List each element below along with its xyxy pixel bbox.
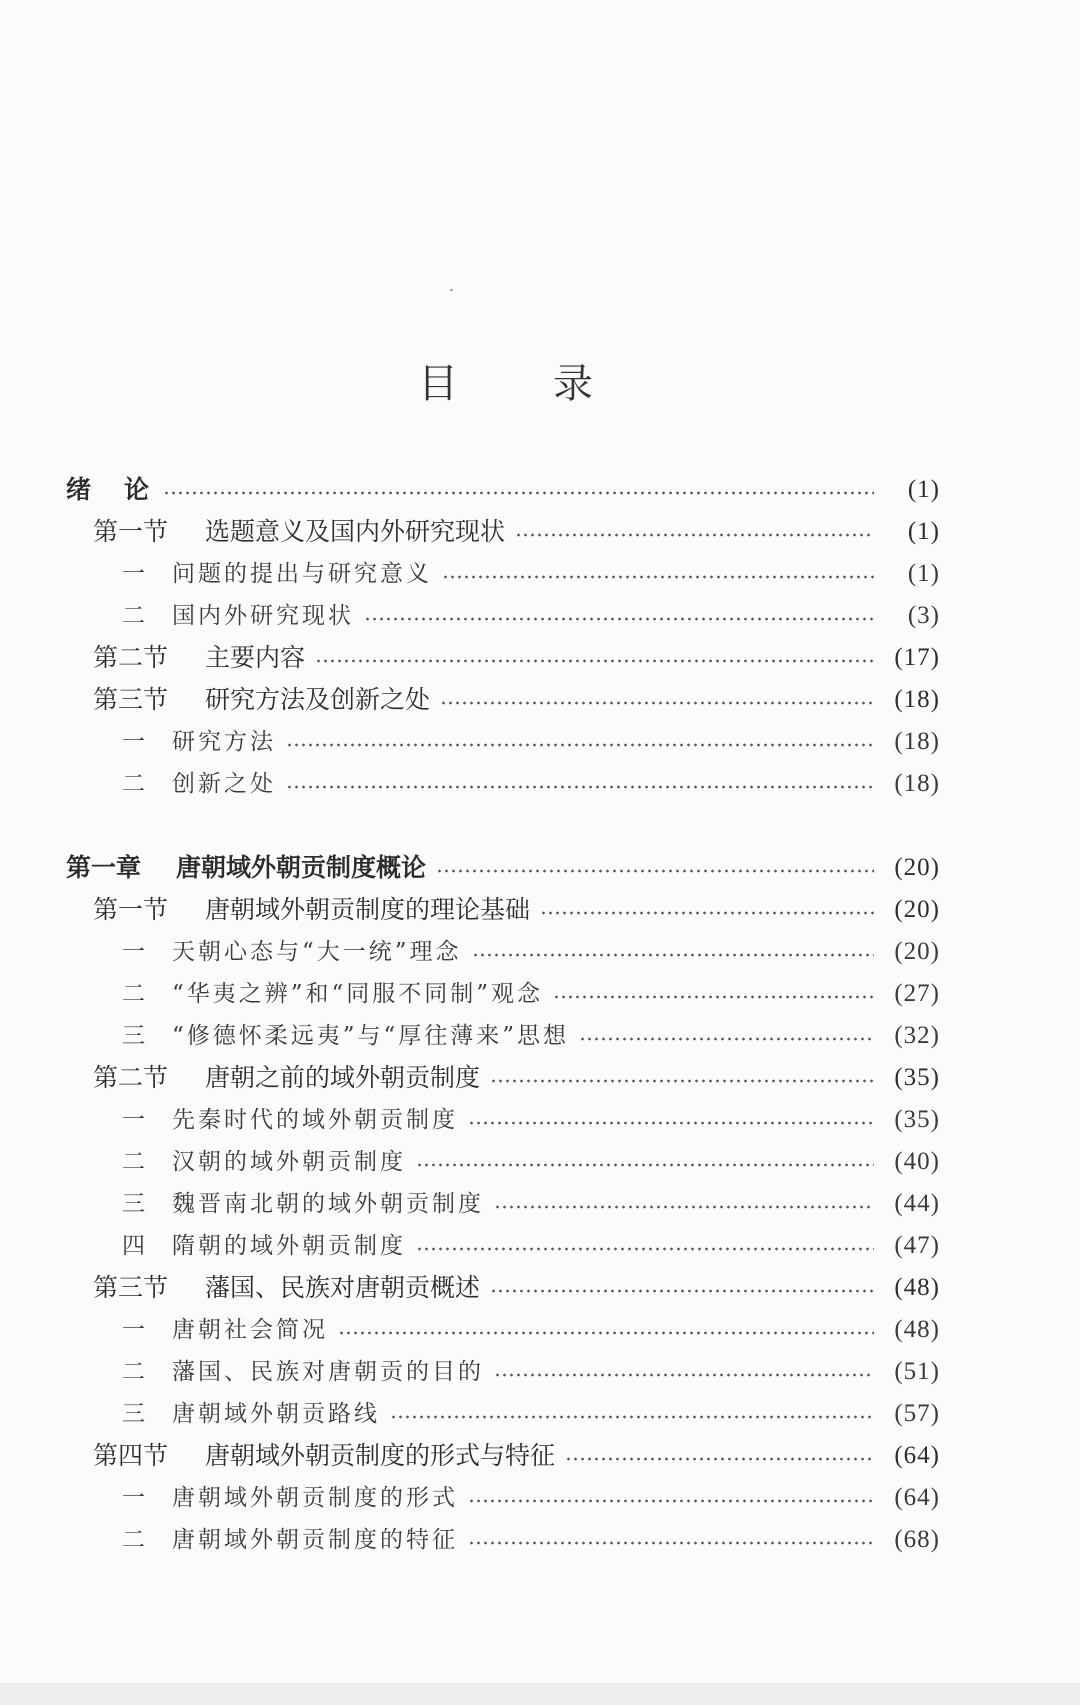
dot-leader (579, 1037, 874, 1041)
dot-leader (490, 1079, 874, 1083)
toc-entry-title: 汉朝的域外朝贡制度 (172, 1149, 406, 1175)
toc-entry-title: 研究方法 (172, 729, 276, 755)
toc-entry-prefix: 第二节 (93, 643, 169, 672)
toc-entry-item (122, 722, 940, 762)
toc-page-number: (64) (894, 1484, 940, 1511)
toc-entry-section (93, 1436, 940, 1476)
toc-entry-label (122, 1310, 338, 1350)
toc-entry-prefix: 第三节 (93, 685, 169, 714)
dot-leader (468, 1499, 874, 1503)
toc-page-number: (57) (894, 1400, 940, 1427)
toc-entry-item (122, 1016, 940, 1056)
toc-entry-item (122, 1352, 940, 1392)
dot-leader (515, 533, 874, 537)
toc-entry-item (122, 764, 940, 804)
toc-entry-title: 唐朝域外朝贡路线 (172, 1401, 380, 1427)
dot-leader (490, 1289, 874, 1293)
toc-entry-title: 魏晋南北朝的域外朝贡制度 (172, 1191, 484, 1217)
toc-entry-label (122, 1100, 468, 1140)
toc-entry-prefix: 第一节 (93, 517, 169, 546)
toc-entry-chapter (66, 848, 940, 888)
toc-page-number: (20) (894, 896, 940, 923)
print-speck (450, 289, 453, 291)
toc-page-number: (44) (894, 1190, 940, 1217)
toc-page-number: (18) (894, 686, 940, 713)
toc-entry-prefix: 一 (122, 561, 148, 587)
toc-entry-item (122, 974, 940, 1014)
toc-entry-prefix: 绪 论 (66, 475, 154, 504)
toc-entry-title: 研究方法及创新之处 (205, 685, 431, 714)
toc-entry-item (122, 1100, 940, 1140)
toc-page-number: (27) (894, 980, 940, 1007)
toc-entry-prefix: 第三节 (93, 1273, 169, 1302)
toc-page-number: (35) (894, 1106, 940, 1133)
toc-entry-prefix: 一 (122, 939, 148, 965)
toc-entry-prefix: 三 (122, 1191, 148, 1217)
toc-entry-title: 唐朝域外朝贡制度的特征 (172, 1527, 458, 1553)
toc-entry-prefix: 一 (122, 729, 148, 755)
toc-page-number: (18) (894, 770, 940, 797)
toc-entry-title: 天朝心态与“大一统”理念 (172, 939, 462, 965)
toc-entry-label (93, 890, 540, 930)
toc-entry-item (122, 1142, 940, 1182)
toc-entry-title: 藩国、民族对唐朝贡概述 (205, 1273, 481, 1302)
dot-leader (163, 491, 874, 495)
dot-leader (440, 701, 874, 705)
toc-entry-section (93, 890, 940, 930)
toc-entry-title: 唐朝域外朝贡制度的理论基础 (205, 895, 531, 924)
toc-page-number: (32) (894, 1022, 940, 1049)
toc-entry-section (93, 1268, 940, 1308)
toc-entry-title: “华夷之辨”和“同服不同制”观念 (172, 981, 544, 1007)
toc-page-number: (1) (907, 560, 940, 587)
toc-entry-item (122, 932, 940, 972)
toc-entry-label (66, 848, 436, 888)
title-char-2: 录 (553, 361, 593, 407)
toc-page-number: (18) (894, 728, 940, 755)
toc-entry-label (93, 512, 515, 552)
toc-page-number: (40) (894, 1148, 940, 1175)
dot-leader (565, 1457, 874, 1461)
toc-entry-label (122, 764, 286, 804)
toc-page-number: (3) (907, 602, 940, 629)
toc-entry-section (93, 638, 940, 678)
toc-entry-title: 问题的提出与研究意义 (172, 561, 432, 587)
toc-page-number: (17) (894, 644, 940, 671)
toc-entry-label (122, 554, 442, 594)
toc-page-number: (48) (894, 1274, 940, 1301)
dot-leader (472, 953, 874, 957)
page-bottom-edge (0, 1683, 1080, 1705)
toc-entry-label (93, 680, 440, 720)
dot-leader (553, 995, 874, 999)
dot-leader (416, 1247, 874, 1251)
toc-entry-section (93, 512, 940, 552)
toc-entry-title: 唐朝之前的域外朝贡制度 (205, 1063, 481, 1092)
dot-leader (494, 1205, 874, 1209)
dot-leader (286, 743, 874, 747)
dot-leader (540, 911, 874, 915)
toc-entry-prefix: 二 (122, 981, 148, 1007)
toc-page-number: (64) (894, 1442, 940, 1469)
toc-entry-title: 主要内容 (205, 643, 306, 672)
title-char-1: 目 (418, 361, 458, 407)
toc-entry-label (122, 1184, 494, 1224)
toc-entry-title: 藩国、民族对唐朝贡的目的 (172, 1359, 484, 1385)
toc-entry-title: 隋朝的域外朝贡制度 (172, 1233, 406, 1259)
toc-entry-prefix: 第二节 (93, 1063, 169, 1092)
dot-leader (494, 1373, 874, 1377)
toc-entry-prefix: 一 (122, 1317, 148, 1343)
toc-entry-section (93, 1058, 940, 1098)
toc-entry-chapter (66, 470, 940, 510)
toc-entry-label (122, 1142, 416, 1182)
toc-entry-item (122, 1310, 940, 1350)
dot-leader (315, 659, 874, 663)
toc-entry-label (93, 1268, 490, 1308)
dot-leader (364, 617, 874, 621)
toc-entry-title: 选题意义及国内外研究现状 (205, 517, 506, 546)
toc-entry-prefix: 一 (122, 1485, 148, 1511)
toc-page-number: (35) (894, 1064, 940, 1091)
toc-entry-prefix: 四 (122, 1233, 148, 1259)
toc-entry-title: 国内外研究现状 (172, 603, 354, 629)
toc-entry-label (93, 1058, 490, 1098)
toc-entry-title: “修德怀柔远夷”与“厚往薄来”思想 (172, 1023, 570, 1049)
toc-page-number: (51) (894, 1358, 940, 1385)
dot-leader (436, 869, 874, 873)
toc-entry-item (122, 1184, 940, 1224)
toc-entry-prefix: 二 (122, 1527, 148, 1553)
toc-page-number: (20) (894, 854, 940, 881)
toc-entry-label (93, 1436, 565, 1476)
toc-entry-label (122, 932, 472, 972)
toc-page-number: (47) (894, 1232, 940, 1259)
toc-page-number: (1) (907, 518, 940, 545)
toc-entry-prefix: 三 (122, 1023, 148, 1049)
toc-page-number: (48) (894, 1316, 940, 1343)
toc-entry-title: 唐朝域外朝贡制度的形式 (172, 1485, 458, 1511)
toc-entry-prefix: 一 (122, 1107, 148, 1133)
toc-entry-item (122, 1226, 940, 1266)
toc-entry-prefix: 第一章 (66, 853, 142, 882)
toc-entry-item (122, 596, 940, 636)
toc-entry-item (122, 554, 940, 594)
toc-entry-item (122, 1478, 940, 1518)
dot-leader (286, 785, 874, 789)
toc-entry-item (122, 1520, 940, 1560)
dot-leader (468, 1541, 874, 1545)
toc-entry-label (122, 1520, 468, 1560)
toc-entry-label (122, 722, 286, 762)
toc-page-number: (68) (894, 1526, 940, 1553)
toc-entry-label (122, 1394, 390, 1434)
toc-entry-label (93, 638, 315, 678)
toc-entry-prefix: 二 (122, 1149, 148, 1175)
toc-entry-prefix: 二 (122, 771, 148, 797)
toc-entry-title: 唐朝社会简况 (172, 1317, 328, 1343)
toc-entry-prefix: 二 (122, 603, 148, 629)
dot-leader (338, 1331, 874, 1335)
dot-leader (416, 1163, 874, 1167)
toc-entry-prefix: 三 (122, 1401, 148, 1427)
dot-leader (442, 575, 874, 579)
toc-entry-label (122, 1226, 416, 1266)
toc-entry-label (122, 974, 553, 1014)
toc-entry-item (122, 1394, 940, 1434)
toc-entry-title: 唐朝域外朝贡制度的形式与特征 (205, 1441, 556, 1470)
toc-page-number: (1) (907, 476, 940, 503)
toc-entry-prefix: 二 (122, 1359, 148, 1385)
toc-entry-label (122, 596, 364, 636)
toc-entry-title: 先秦时代的域外朝贡制度 (172, 1107, 458, 1133)
toc-entry-prefix: 第四节 (93, 1441, 169, 1470)
toc-entry-label (122, 1352, 494, 1392)
toc-entry-prefix: 第一节 (93, 895, 169, 924)
toc-entry-label (66, 470, 163, 510)
toc-entry-section (93, 680, 940, 720)
toc-entry-title: 唐朝域外朝贡制度概论 (176, 853, 427, 882)
toc-page-number: (20) (894, 938, 940, 965)
toc-entry-label (122, 1016, 579, 1056)
dot-leader (390, 1415, 874, 1419)
dot-leader (468, 1121, 874, 1125)
toc-entry-label (122, 1478, 468, 1518)
toc-entry-title: 创新之处 (172, 771, 276, 797)
